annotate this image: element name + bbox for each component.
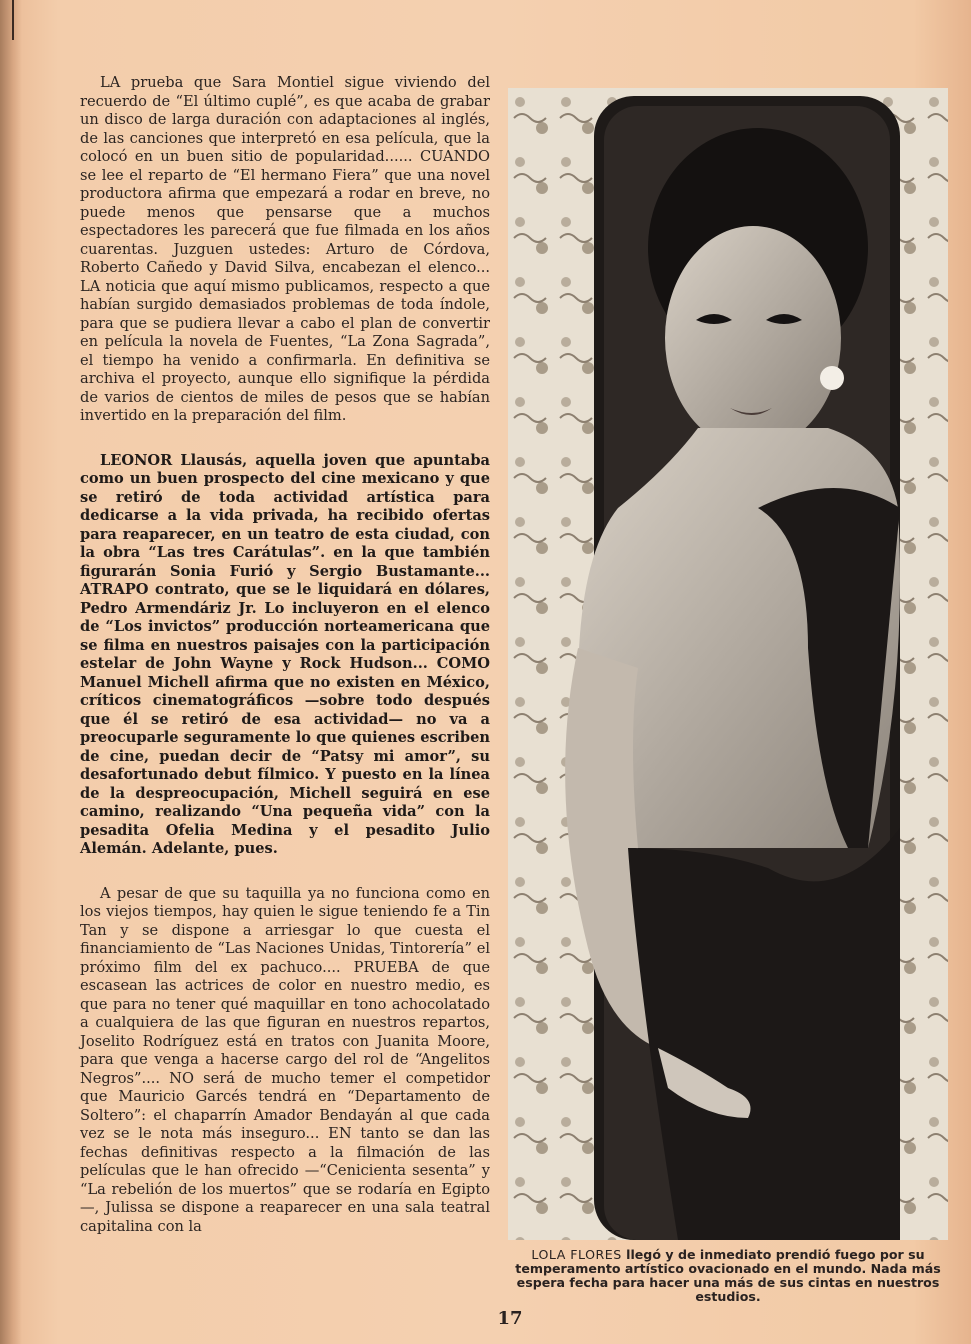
article-paragraph-2: LEONOR Llausás, aquella joven que apuntaba como un buen prospecto del cine mexicano y que se retiró de toda actividad artística para dedicarse a la vida privada, ha recibido ofertas para reaparecer, en un teatro de esta ciudad, con la obra “Las tres Carátulas”. en la que también figurarán Sonia Furió y Sergio Bustamante... ATRAPO contrato, que se le liquidará en dólares, Pedro Armendáriz Jr. Lo incluyeron en el elenco de “Los invictos” producción norteamericana que se filma en nuestros paisajes con la participación estelar de John Wayne y Rock Hudson... COMO Manuel Michell afirma que no existen en México, críticos cinematográficos —sobre todo después que él se retiró de esa actividad— no va a preocuparle seguramente lo que quienes escriben de cine, puedan decir de “Patsy mi amor”, su desafortunado debut fílmico. Y puesto en la línea de la despreocupación, Michell seguirá en ese camino, realizando “Una pequeña vida” con la pesadita Ofelia Medina y el pesadito Julio Alemán. Adelante, pues. [80,451,490,857]
article-paragraph-3: A pesar de que su taquilla ya no funciona como en los viejos tiempos, hay quien le sigue teniendo fe a Tin Tan y se dispone a arriesgar lo que cuesta el financiamiento de “Las Naciones Unidas, Tintorería” el próximo film del ex pachuco.... PRUEBA de que escasean las actrices de color en nuestro medio, es que para no tener qué maquillar en tono achocolatado a cualquiera de las que figuran en nuestros repartos, Joselito Rodríguez está en tratos con Juanita Moore, para que venga a hacerse cargo del rol de “Angelitos Negros”.... NO será de mucho temer el competidor que Mauricio Garcés tendrá en “Departamento de Soltero”: el chaparrín Amador Bendayán al que cada vez se le nota más inseguro... EN tanto se dan las fechas definitivas respecto a la filmación de las películas que le han ofrecido —“Cenicienta sesenta” y “La rebelión de los muertos” que se rodaría en Egipto—, Julissa se dispone a reaparecer en una sala teatral capitalina con la [80,884,490,1235]
article-column [80,74,490,1262]
page-edge-shadow [0,0,22,1344]
page-number: 17 [497,1308,523,1329]
caption-text: llegó y de inmediato prendió fuego por su temperamento artístico ovacionado en el mundo. Nada más espera fecha para hacer una más de sus cintas en nuestros estudios. [515,1247,941,1304]
page-edge-mark [12,0,14,40]
article-paragraph-1: LA prueba que Sara Montiel sigue viviendo del recuerdo de “El último cuplé”, es que acaba de grabar un disco de larga duración con adaptaciones al inglés, de las canciones que interpretó en esa película, que la colocó en un buen sitio de popularidad...... CUANDO se lee el reparto de “El hermano Fiera” que una novel productora afirma que empezará a rodar en breve, no puede menos que pensarse que a muchos espectadores les parecerá que fue filmada en los años cuarentas. Juzguen ustedes: Arturo de Córdova, Roberto Cañedo y David Silva, encabezan el elenco... LA noticia que aquí mismo publicamos, respecto a que habían surgido demasiados problemas de toda índole, para que se pudiera llevar a cabo el plan de convertir en película la novela de Fuentes, “La Zona Sagrada”, el tiempo ha venido a confirmarla. En definitiva se archiva el proyecto, aunque ello signifique la pérdida de varios de cientos de miles de pesos que se habían invertido en la preparación del film. [80,74,490,424]
photo-caption [508,1248,948,1304]
portrait-illustration [508,88,948,1240]
caption-name: LOLA FLORES [531,1247,622,1262]
portrait-photo [508,88,948,1240]
